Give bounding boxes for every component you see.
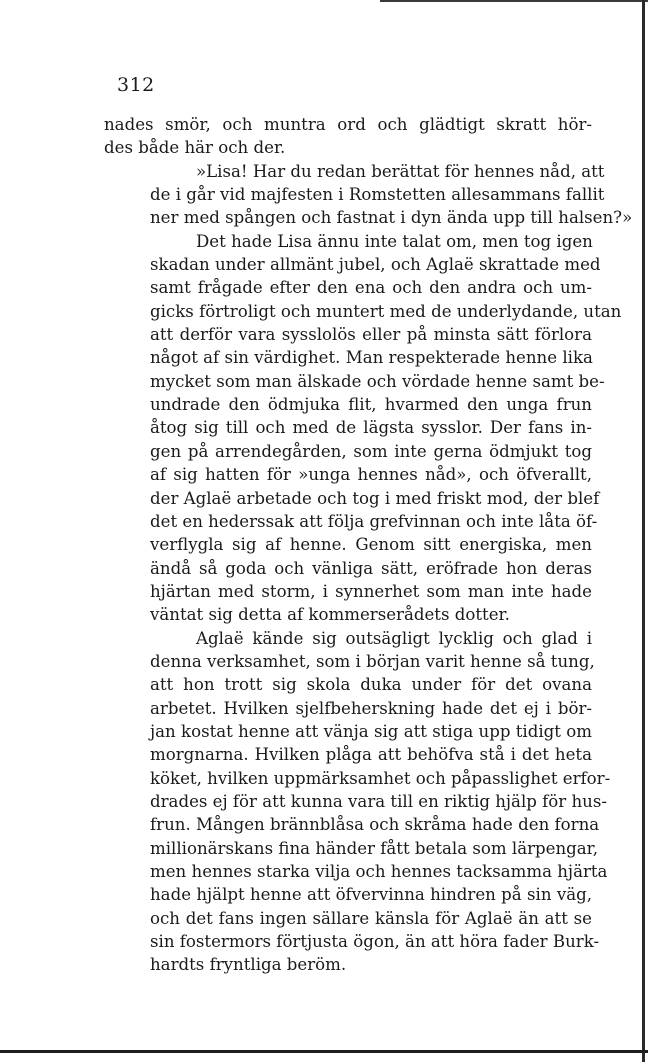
text-line: hjärtan med storm, i synnerhet som man inte hade [150,581,592,601]
text-line: drades ej för att kunna vara till en riktig hjälp för hus- [150,791,607,811]
text-line: ner med spången och fastnat i dyn ända upp till halsen?» [150,208,633,228]
text-line: hade hjälpt henne att öfvervinna hindren på sin väg, [150,885,592,905]
text-line: af sig hatten för »unga hennes nåd», och öfverallt, [150,465,592,485]
text-line: morgnarna. Hvilken plåga att behöfva stå i det heta [150,745,592,765]
text-line: ändå så goda och vänliga sätt, eröfrade hon deras [150,558,592,578]
paragraph [104,113,592,160]
text-line: undrade den ödmjuka flit, hvarmed den unga frun [150,395,592,415]
text-line: jan kostat henne att vänja sig att stiga upp tidigt om [150,721,592,741]
text-line: arbetet. Hvilken sjelfbeherskning hade det ej i bör- [150,698,592,718]
text-line: sin fostermors förtjusta ögon, än att höra fader Burk- [150,932,600,952]
paragraph [104,230,622,627]
text-line: verflygla sig af henne. Genom sitt energiska, men [150,535,592,555]
text-line: men hennes starka vilja och hennes tacksamma hjärta [150,862,608,881]
text-line: att hon trott sig skola duka under för det ovana [150,675,592,695]
text-line: väntat sig detta af kommerserådets dotter. [150,605,510,625]
text-line: något af sin värdighet. Man respekterade henne lika [150,348,593,368]
right-edge-rule [642,0,645,1062]
text-line: millionärskans fina händer fått betala som lärpengar, [150,838,599,858]
text-line: frun. Mången brännblåsa och skråma hade den forna [150,815,600,835]
paragraph [104,160,633,230]
text-line: des både här och der. [104,138,286,158]
page-number: 312 [117,74,155,96]
bottom-edge-rule [0,1050,648,1053]
text-line: samt frågade efter den ena och den andra och um- [150,278,592,298]
body-text [104,113,633,977]
text-line: »Lisa! Har du redan berättat för hennes nåd, att [196,161,605,181]
text-line: hardts fryntliga beröm. [150,955,347,975]
top-edge-rule [380,0,648,2]
text-line: der Aglaë arbetade och tog i med friskt mod, der blef [150,488,600,508]
text-line: det en hederssak att följa grefvinnan och inte låta öf- [150,511,598,531]
text-line: åtog sig till och med de lägsta sysslor. Der fans in- [150,418,592,438]
paragraph [104,627,611,977]
text-line: skadan under allmänt jubel, och Aglaë skrattade med [150,255,601,275]
text-line: köket, hvilken uppmärksamhet och påpasslighet erfor- [150,768,611,788]
text-line: Aglaë kände sig outsägligt lycklig och glad i [196,628,592,648]
text-line: Det hade Lisa ännu inte talat om, men tog igen [196,231,593,251]
text-line: gen på arrendegården, som inte gerna ödmjukt tog [150,441,592,461]
text-line: denna verksamhet, som i början varit henne så tung, [150,651,595,671]
text-line: och det fans ingen sällare känsla för Aglaë än att se [150,908,592,928]
text-line: mycket som man älskade och vördade henne samt be- [150,371,605,391]
text-line: gicks förtroligt och muntert med de underlydande, utan [150,301,622,321]
text-line: de i går vid majfesten i Romstetten allesammans fallit [150,185,605,205]
text-line: att derför vara sysslolös eller på minsta sätt förlora [150,325,592,345]
text-line: nades smör, och muntra ord och glädtigt skratt hör- [104,115,592,134]
